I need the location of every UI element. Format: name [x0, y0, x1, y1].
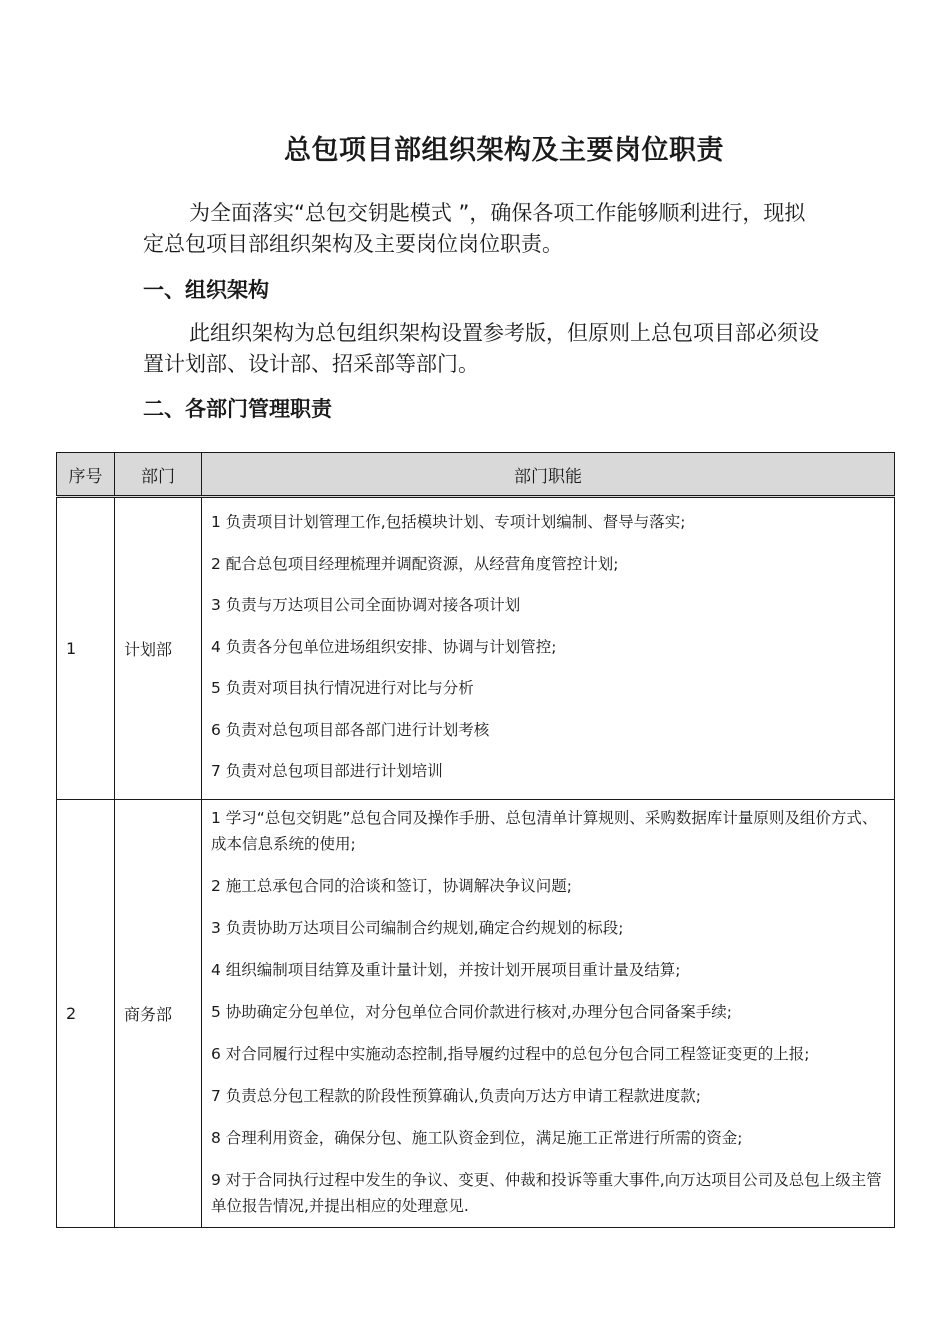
- duty-list: [211, 498, 888, 799]
- duty-item: 7 负责总分包工程款的阶段性预算确认,负责向万达方申请工程款进度款;: [211, 1086, 701, 1105]
- header-dept: 部门: [115, 453, 202, 497]
- header-seq: 序号: [57, 453, 115, 497]
- duty-item: 6 负责对总包项目部各部门进行计划考核: [211, 720, 490, 739]
- row-dept: 计划部: [115, 497, 202, 800]
- duty-item: 4 负责各分包单位进场组织安排、协调与计划管控;: [211, 637, 557, 656]
- row-duties: [202, 799, 895, 1227]
- intro-text: 为全面落实“总包交钥匙模式 ”，确保各项工作能够顺利进行，现拟定总包项目部组织架构及主要岗位岗位职责。: [143, 201, 806, 256]
- duty-item: 1 负责项目计划管理工作,包括模块计划、专项计划编制、督导与落实;: [211, 513, 686, 531]
- section-heading-dept-duties: 二、各部门管理职责: [143, 397, 332, 421]
- intro-paragraph: [143, 198, 823, 260]
- duty-item: 2 施工总承包合同的洽谈和签订，协调解决争议问题;: [211, 876, 573, 895]
- duty-item: 5 负责对项目执行情况进行对比与分析: [211, 679, 474, 697]
- row-seq: 1: [57, 497, 115, 800]
- duty-item: 3 负责与万达项目公司全面协调对接各项计划: [211, 596, 521, 614]
- document-title: 总包项目部组织架构及主要岗位职责: [284, 135, 724, 166]
- duty-item: 1 学习“总包交钥匙”总包合同及操作手册、总包清单计算规则、采购数据库计量原则及组价方式、成本信息系统的使用;: [211, 808, 878, 853]
- org-structure-text: 此组织架构为总包组织架构设置参考版，但原则上总包项目部必须设置计划部、设计部、招采部等部门。: [143, 321, 819, 376]
- duty-list: [211, 800, 888, 1227]
- table-row: [57, 497, 895, 800]
- org-structure-paragraph: [143, 318, 823, 380]
- header-duties: 部门职能: [202, 453, 895, 497]
- duty-item: 2 配合总包项目经理梳理并调配资源，从经营角度管控计划;: [211, 554, 619, 573]
- department-duties-table: [56, 452, 895, 1228]
- row-duties: [202, 497, 895, 800]
- row-dept: 商务部: [115, 799, 202, 1227]
- table-row: [57, 799, 895, 1227]
- table-header-row: [57, 453, 895, 497]
- duty-item: 9 对于合同执行过程中发生的争议、变更、仲裁和投诉等重大事件,向万达项目公司及总包上级主管单位报告情况,并提出相应的处理意见.: [211, 1170, 882, 1215]
- duty-item: 3 负责协助万达项目公司编制合约规划,确定合约规划的标段;: [211, 918, 624, 937]
- duty-item: 5 协助确定分包单位，对分包单位合同价款进行核对,办理分包合同备案手续;: [211, 1002, 732, 1021]
- duty-item: 4 组织编制项目结算及重计量计划，并按计划开展项目重计量及结算;: [211, 960, 681, 979]
- row-seq: 2: [57, 799, 115, 1227]
- section-heading-org-structure: 一、组织架构: [143, 278, 269, 302]
- duty-item: 6 对合同履行过程中实施动态控制,指导履约过程中的总包分包合同工程签证变更的上报;: [211, 1044, 810, 1063]
- duty-item: 7 负责对总包项目部进行计划培训: [211, 762, 443, 780]
- duty-item: 8 合理利用资金，确保分包、施工队资金到位，满足施工正常进行所需的资金;: [211, 1128, 743, 1147]
